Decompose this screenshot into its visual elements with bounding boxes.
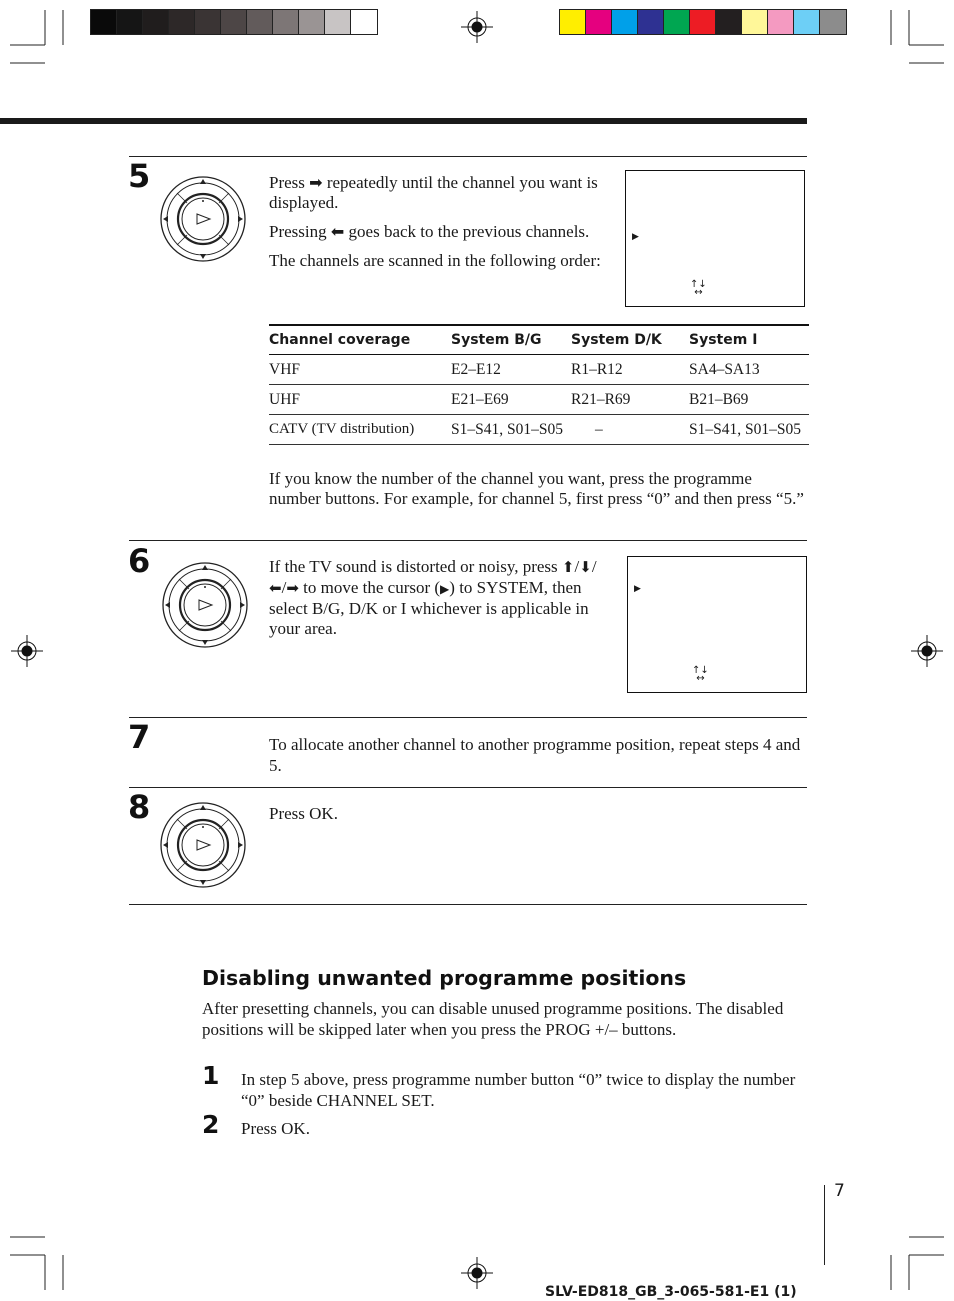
top-thick-rule xyxy=(0,118,807,124)
table-cell: E21–E69 xyxy=(451,385,571,415)
step5-para-pressing: Pressing ⬅ goes back to the previous channels. xyxy=(269,222,590,241)
table-cell: S1–S41, S01–S05 xyxy=(689,415,809,445)
gray-swatch xyxy=(195,10,221,34)
gray-swatch xyxy=(325,10,351,34)
table-row xyxy=(269,415,809,445)
table-row xyxy=(269,385,809,415)
table-cell: R1–R12 xyxy=(571,355,689,385)
navigation-arrows-icon: ↑↓ ↔ xyxy=(692,665,709,684)
section-intro: After presetting channels, you can disable unused programme positions. The disabled positions will be skipped later when you press the PROG +/– buttons. xyxy=(202,999,784,1039)
table-cell: E2–E12 xyxy=(451,355,571,385)
down-arrow-icon: ⬇ xyxy=(579,558,592,576)
color-swatch xyxy=(638,10,664,34)
step6-divider xyxy=(129,540,807,541)
table-cell: S1–S41, S01–S05 xyxy=(451,415,571,445)
up-arrow-icon: ⬆ xyxy=(561,558,575,576)
cursor-icon: ▶ xyxy=(634,584,641,594)
tv-screen-preview-step5 xyxy=(625,170,805,307)
step8-divider xyxy=(129,787,807,788)
step6-instructions: If the TV sound is distorted or noisy, press ⬆/⬇/⬅/➡ to move the cursor (▶) to SYSTEM, then select B/G, D/K or I whichever is applicable in your area. xyxy=(269,557,597,638)
steps-bottom-divider xyxy=(129,904,807,905)
table-header: System D/K xyxy=(571,325,689,355)
left-arrow-icon: ⬅ xyxy=(269,578,282,597)
gray-swatch xyxy=(169,10,195,34)
step5-para-order: The channels are scanned in the following order: xyxy=(269,251,601,270)
table-cell: – xyxy=(571,415,689,445)
step7-number: 7 xyxy=(128,718,151,756)
navigation-arrows-icon: ↑↓ ↔ xyxy=(690,279,707,298)
color-calibration-bar xyxy=(559,9,847,35)
remote-joystick-icon xyxy=(161,561,249,649)
cursor-icon: ▶ xyxy=(440,581,450,596)
step7-instructions: To allocate another channel to another programme position, repeat steps 4 and 5. xyxy=(269,735,801,775)
channel-coverage-table xyxy=(269,324,809,445)
color-swatch xyxy=(794,10,820,34)
substep1-text: In step 5 above, press programme number button “0” twice to display the number “0” beside CHANNEL SET. xyxy=(241,1070,796,1110)
color-swatch xyxy=(690,10,716,34)
table-cell: CATV (TV distribution) xyxy=(269,415,451,445)
step7-divider xyxy=(129,717,807,718)
step8-instructions: Press OK. xyxy=(269,804,338,823)
table-header-row xyxy=(269,325,809,355)
table-cell: R21–R69 xyxy=(571,385,689,415)
substep1-number: 1 xyxy=(202,1061,220,1090)
table-cell: VHF xyxy=(269,355,451,385)
table-cell: B21–B69 xyxy=(689,385,809,415)
table-row xyxy=(269,355,809,385)
remote-joystick-icon xyxy=(159,801,247,889)
remote-joystick-icon xyxy=(159,175,247,263)
table-header: System I xyxy=(689,325,809,355)
section-heading: Disabling unwanted programme positions xyxy=(202,966,687,990)
step5-direct-entry-note: If you know the number of the channel you want, press the programme number buttons. For example, for channel 5, first press “0” and then press “5.” xyxy=(269,469,804,508)
color-swatch xyxy=(560,10,586,34)
gray-swatch xyxy=(117,10,143,34)
page-number-rule xyxy=(824,1185,825,1265)
grayscale-calibration-bar xyxy=(90,9,378,35)
tv-screen-preview-step6 xyxy=(627,556,807,693)
step5-number: 5 xyxy=(128,157,151,195)
step5-para-press: Press ➡ repeatedly until the channel you want is displayed. xyxy=(269,173,598,212)
step5-divider xyxy=(129,156,807,157)
gray-swatch xyxy=(273,10,299,34)
color-swatch xyxy=(768,10,794,34)
cursor-icon: ▶ xyxy=(632,232,639,242)
color-swatch xyxy=(742,10,768,34)
color-swatch xyxy=(612,10,638,34)
step8-number: 8 xyxy=(128,788,151,826)
gray-swatch xyxy=(299,10,325,34)
gray-swatch xyxy=(143,10,169,34)
color-swatch xyxy=(664,10,690,34)
table-header: Channel coverage xyxy=(269,325,451,355)
page-number: 7 xyxy=(834,1181,845,1201)
gray-swatch xyxy=(91,10,117,34)
right-arrow-icon: ➡ xyxy=(309,173,323,192)
table-cell: UHF xyxy=(269,385,451,415)
substep2-text: Press OK. xyxy=(241,1119,310,1138)
gray-swatch xyxy=(247,10,273,34)
step5-instructions xyxy=(269,173,609,271)
substep2-number: 2 xyxy=(202,1110,220,1139)
table-cell: SA4–SA13 xyxy=(689,355,809,385)
color-swatch xyxy=(820,10,846,34)
gray-swatch xyxy=(351,10,377,34)
gray-swatch xyxy=(221,10,247,34)
color-swatch xyxy=(716,10,742,34)
color-swatch xyxy=(586,10,612,34)
step6-number: 6 xyxy=(128,542,151,580)
footer-print-code: SLV-ED818_GB_3-065-581-E1 (1) xyxy=(545,1284,797,1300)
left-arrow-icon: ⬅ xyxy=(330,222,345,241)
right-arrow-icon: ➡ xyxy=(286,578,299,597)
table-header: System B/G xyxy=(451,325,571,355)
